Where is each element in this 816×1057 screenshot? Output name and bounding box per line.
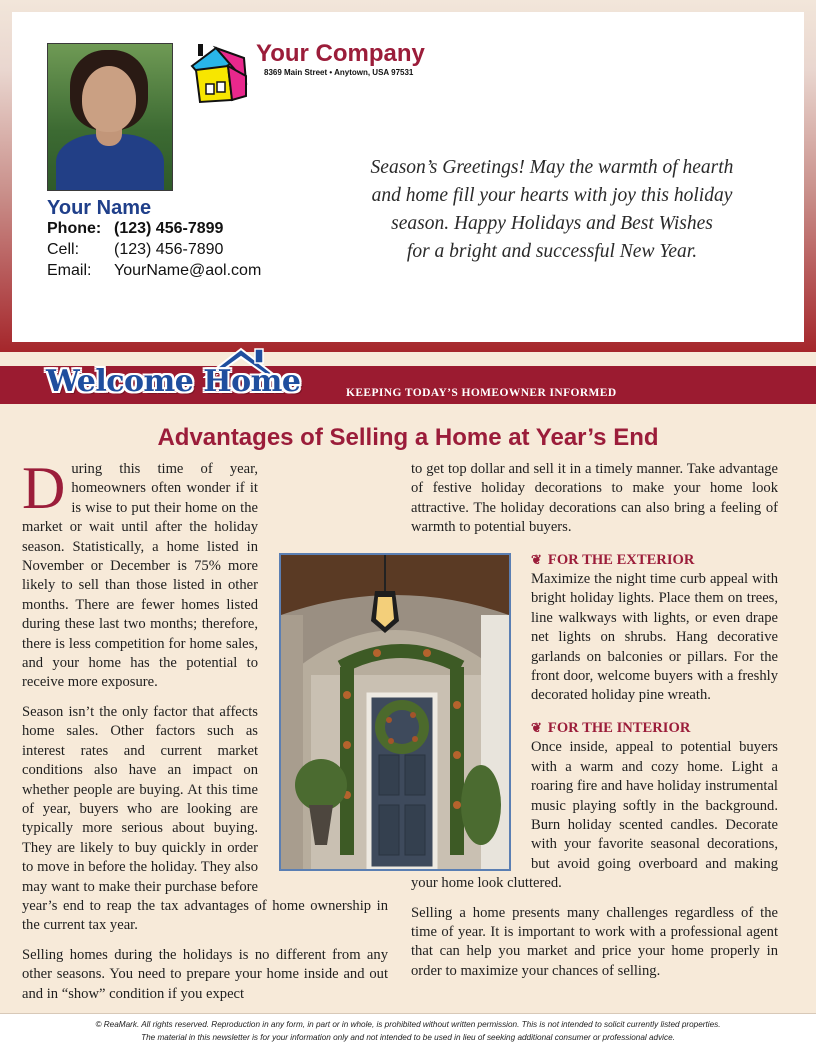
greeting-line: season. Happy Holidays and Best Wishes [391, 213, 713, 234]
closing-paragraph: Selling a home presents many challenges regardless of the time of year. It is important to work with a professional agent that can help you market and price your home properly in order to maximize your chances of selling. [411, 904, 778, 979]
agent-name: Your Name [47, 197, 152, 219]
phone-row [47, 220, 223, 238]
article-headline: Advantages of Selling a Home at Year’s End [157, 424, 659, 451]
newsletter-title: Welcome Home [46, 364, 301, 399]
company-logo-house-icon [186, 42, 252, 106]
greeting-line: Season’s Greetings! May the warmth of hearth [370, 157, 734, 178]
interior-heading: ❦ FOR THE INTERIOR [531, 719, 691, 736]
agent-photo [47, 43, 173, 191]
greeting-line: and home fill your hearts with joy this holiday [371, 185, 733, 206]
greeting-line: for a bright and successful New Year. [406, 241, 698, 262]
company-address: 8369 Main Street • Anytown, USA 97531 [264, 68, 414, 77]
email-row [47, 262, 261, 280]
article-paragraph: Selling homes during the holidays is no different from any other seasons. You need to prepare your home inside and out and in “show” condition if you expect [22, 946, 388, 1002]
cell-row [47, 241, 223, 259]
exterior-text: Maximize the night time curb appeal with bright holiday lights. Place them on trees, line walkways with lights, or even drape net lights on shrubs. Hang decorative garlands on balconies or pillars. For the front door, welcome buyers with a freshly decorated holiday pine wreath. [531, 571, 778, 704]
ornament-icon: ❦ [531, 719, 542, 735]
article-paragraph: Season isn’t the only factor that affects home sales. Other factors such as interest rates and current market conditions also have an impact on whether people are buying. At this time of year, buyers who are looking are typically more serious about buying. They are likely to buy quickly in order to move in before the holiday. They also may want to make their purchase before year’s end to reap the tax advantages of home ownership in the current tax year. [22, 703, 388, 934]
holiday-door-photo [279, 553, 511, 871]
newsletter-tagline: KEEPING TODAY’S HOMEOWNER INFORMED [346, 387, 617, 399]
company-name: Your Company [256, 40, 425, 67]
phone-number: (123) 456-7899 [114, 220, 224, 237]
drop-cap: D [22, 455, 66, 521]
paragraph-text: uring this time of year, homeowners often wonder if it is wise to put their home on the market or wait until after the holiday season. Statistically, a home listed in November or December is 75% more likely to sell than those listed in other months. There are fewer homes listed during these last two months; therefore, there is less competition for home sales, and your home has the potential to receive more exposure. [22, 461, 258, 691]
copyright-notice: © ReaMark. All rights reserved. Reproduction in any form, in part or in whole, is prohibited without written permission. This is not intended to solicit currently listed properties. [95, 1020, 721, 1029]
email-label: Email: [47, 262, 92, 279]
interior-text: Once inside, appeal to potential buyers with a warm and cozy home. Light a roaring fire and have holiday instrumental music playing softly in the background. Burn holiday scented candles. Decorate with your favorite seasonal decorations, but avoid going overboard and making your home look cluttered. [411, 739, 778, 892]
email-address: YourName@aol.com [114, 262, 262, 279]
article-paragraph: to get top dollar and sell it in a timely manner. Take advantage of festive holiday decorations to make your home look attractive. The holiday decorations can also bring a feeling of warmth to potential buyers. [411, 461, 778, 536]
cell-number: (123) 456-7890 [114, 241, 224, 258]
door-illustration [281, 555, 509, 869]
footer [0, 1013, 816, 1057]
exterior-heading: ❦ FOR THE EXTERIOR [531, 551, 695, 568]
cell-label: Cell: [47, 241, 80, 258]
phone-label: Phone: [47, 220, 102, 237]
ornament-icon: ❦ [531, 551, 542, 567]
disclaimer-notice: The material in this newsletter is for your information only and not intended to be used in lieu of seeking additional consumer or professional advice. [141, 1033, 675, 1042]
season-greeting [352, 154, 752, 266]
